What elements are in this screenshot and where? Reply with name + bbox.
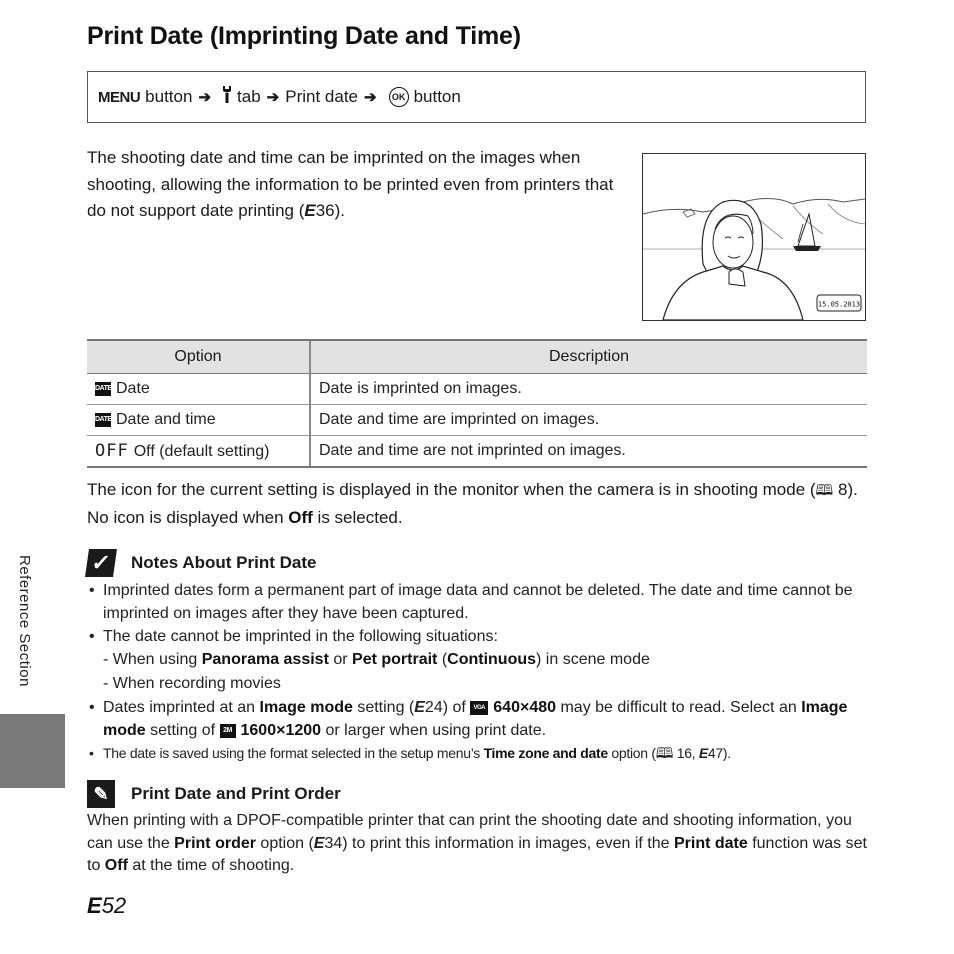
reference-e-icon: E — [304, 201, 316, 220]
notes-heading — [87, 549, 316, 577]
note-bold: Image mode — [103, 699, 848, 739]
table-row — [87, 405, 867, 436]
para3-text: option ( — [255, 834, 314, 852]
list-item — [87, 696, 877, 742]
reference-e-icon: E — [414, 699, 425, 716]
arrow-icon: ➔ — [364, 89, 377, 106]
note-text: The date cannot be imprinted in the following situations: — [103, 628, 498, 645]
menu-path-box — [87, 71, 866, 123]
table-header: Option — [87, 340, 310, 374]
option-cell — [87, 436, 310, 468]
page-number — [87, 893, 126, 919]
note-text: 24 — [424, 699, 443, 716]
para2-text-b: ). No icon is displayed when — [87, 480, 858, 527]
menu-path-step2: tab — [237, 87, 261, 106]
arrow-icon: ➔ — [266, 89, 280, 106]
menu-path-step4: button — [413, 87, 461, 106]
note-bold: 640×480 — [493, 699, 557, 716]
note-bold: Image mode — [259, 699, 353, 716]
print-order-heading — [87, 780, 341, 808]
wrench-icon — [221, 86, 233, 108]
list-item — [87, 625, 877, 696]
list-item — [87, 742, 877, 765]
note-text: - When recording movies — [103, 675, 281, 692]
note-text: may be difficult to read. Select an — [556, 699, 802, 716]
note-bold: Panorama assist — [201, 651, 329, 668]
note-text: setting ( — [352, 699, 415, 716]
arrow-icon: ➔ — [198, 89, 212, 106]
sub-list-item — [103, 672, 877, 696]
para3-bold: Print date — [673, 834, 748, 852]
option-cell — [87, 405, 310, 436]
description-cell: Date and time are not imprinted on images. — [310, 436, 867, 468]
page-number-text: 52 — [101, 893, 127, 918]
note-text: ( — [437, 651, 448, 668]
note-text: 47 — [707, 745, 723, 761]
print-date-options-table — [87, 339, 867, 468]
book-reference-icon: 🕮 — [815, 482, 834, 499]
sub-list — [103, 648, 877, 696]
note-text: option ( — [607, 745, 656, 761]
notes-list — [87, 579, 877, 765]
para3-text: When printing with a DPOF-compatible printer that can print the shooting date and shooting information, you can use the — [87, 812, 852, 852]
print-order-heading-text: Print Date and Print Order — [131, 784, 341, 803]
intro-tail: ). — [334, 201, 346, 220]
para2-off: Off — [288, 507, 313, 527]
description-cell: Date and time are imprinted on images. — [310, 405, 867, 436]
option-label: Off (default setting) — [133, 443, 270, 460]
off-icon: OFF — [95, 441, 129, 461]
note-text: ) in scene mode — [536, 651, 650, 668]
page-title: Print Date (Imprinting Date and Time) — [87, 22, 521, 50]
note-text: - When using — [103, 651, 202, 668]
table-row — [87, 374, 867, 405]
checkmark-icon: ✓ — [85, 549, 117, 577]
reference-e-icon: E — [313, 834, 325, 852]
para3-text: 34 — [324, 834, 343, 852]
para3-text: function was set to — [87, 834, 867, 874]
menu-path-step1: button — [145, 87, 193, 106]
note-text: setting of — [145, 722, 220, 739]
option-cell — [87, 374, 310, 405]
note-bold: Pet portrait — [352, 651, 438, 668]
para3-text: at the time of shooting. — [127, 857, 295, 874]
note-text: 16, — [676, 745, 699, 761]
book-reference-icon: 🕮 — [655, 745, 674, 762]
intro-text: The shooting date and time can be imprinted on the images when shooting, allowing the information to be printed even from printers that do not support date printing ( — [87, 148, 614, 220]
notes-heading-text: Notes About Print Date — [131, 553, 317, 572]
section-side-label: Reference Section — [16, 555, 33, 687]
section-thumb-tab — [0, 714, 65, 788]
note-bold: 1600×1200 — [240, 722, 322, 739]
intro-ref-page: 36 — [315, 201, 335, 220]
camera-monitor-illustration — [642, 153, 866, 321]
para3-bold: Print order — [174, 834, 256, 852]
intro-paragraph — [87, 145, 617, 225]
ok-button-icon: OK — [389, 87, 409, 107]
print-order-paragraph — [87, 810, 877, 878]
date-icon: DATE — [95, 382, 111, 396]
note-text: ). — [722, 745, 731, 761]
date-time-icon: DATE — [95, 413, 111, 427]
para2-ref: 8 — [837, 480, 848, 499]
pencil-icon: ✎ — [87, 780, 115, 808]
list-item — [87, 579, 877, 625]
para2-text-a: The icon for the current setting is displayed in the monitor when the camera is in shooting mode ( — [87, 480, 816, 499]
note-text: The date is saved using the format selected in the setup menu’s — [103, 745, 484, 761]
note-text: Dates imprinted at an — [103, 699, 260, 716]
reference-e-icon: E — [698, 745, 708, 761]
note-text: or — [328, 651, 353, 668]
option-label: Date and time — [116, 411, 216, 428]
reference-e-icon: E — [87, 893, 102, 918]
table-row — [87, 436, 867, 468]
date-stamp: 15.05.2013 — [817, 300, 861, 309]
para3-text: ) to print this information in images, even if the — [342, 834, 674, 852]
table-header: Description — [310, 340, 867, 374]
description-cell: Date is imprinted on images. — [310, 374, 867, 405]
note-bold: Time zone and date — [483, 745, 608, 761]
menu-button-icon: MENU — [98, 88, 141, 106]
note-text: or larger when using print date. — [321, 722, 547, 739]
vga-size-icon: VGA — [470, 701, 488, 715]
current-setting-paragraph — [87, 477, 867, 531]
sub-list-item — [103, 648, 877, 672]
portrait-sailboat-drawing — [643, 154, 865, 320]
option-label: Date — [116, 380, 150, 397]
note-bold: Continuous — [447, 651, 537, 668]
para2-text-c: is selected. — [312, 507, 403, 527]
para3-bold: Off — [104, 857, 128, 874]
note-text: Imprinted dates form a permanent part of image data and cannot be deleted. The date and time cannot be imprinted on images after they have been captured. — [103, 582, 853, 622]
2m-size-icon: 2M — [220, 724, 236, 738]
note-text: ) of — [442, 699, 471, 716]
menu-path-step3: Print date — [285, 87, 358, 106]
